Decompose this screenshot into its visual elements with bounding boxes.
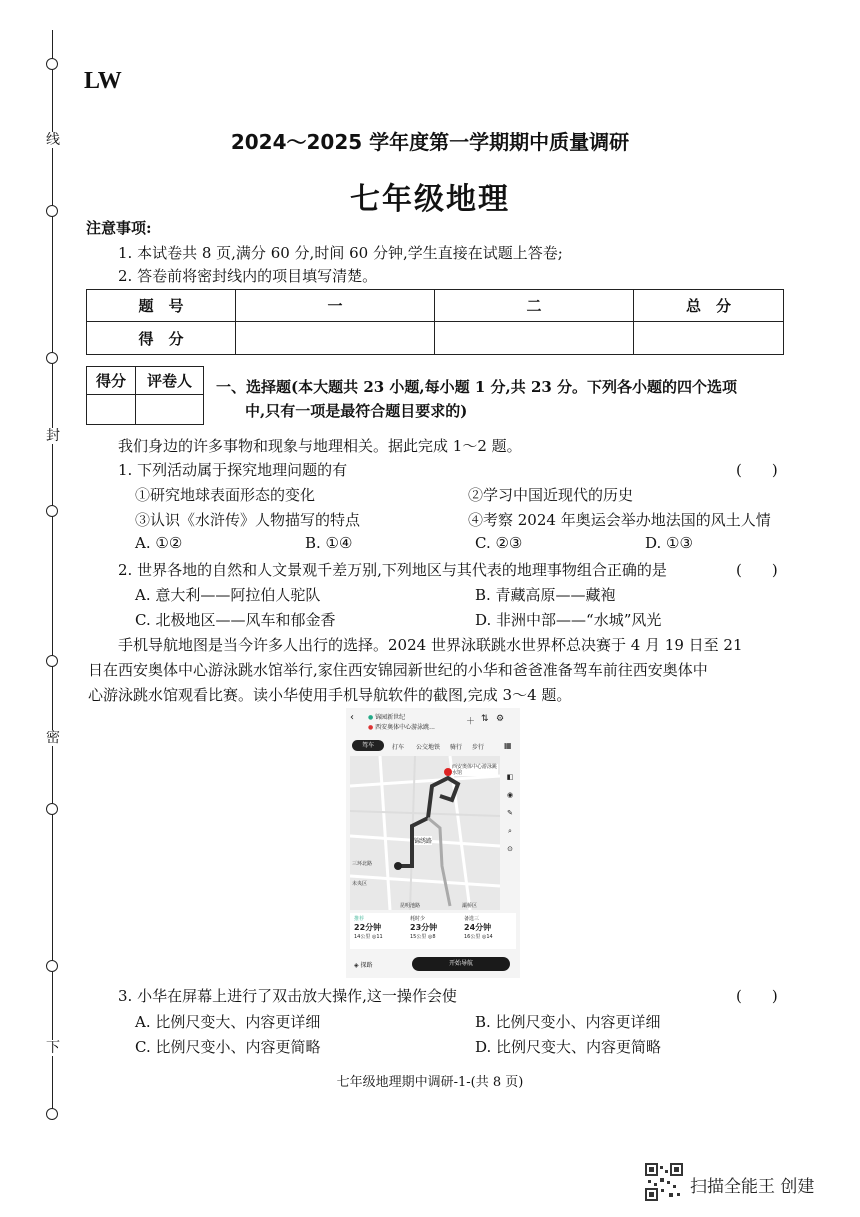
road-label: 锦绣路	[414, 838, 433, 845]
menu-icon[interactable]: ▦	[504, 741, 512, 750]
scanner-watermark: 扫描全能王 创建	[690, 1177, 815, 1197]
area-label: 灞桥区	[462, 903, 478, 909]
q1-option-a[interactable]: A. ①②	[135, 534, 183, 552]
notes-item-2: 2. 答卷前将密封线内的项目填写清楚。	[118, 267, 378, 285]
map-side-toolbar[interactable]	[504, 768, 516, 858]
q2-option-c[interactable]: C. 北极地区——风车和郁金香	[135, 611, 336, 629]
grader-score-cell[interactable]	[87, 395, 136, 425]
grader-box	[86, 366, 204, 425]
search-icon[interactable]: ⌕	[508, 827, 512, 835]
nav-screenshot	[346, 708, 520, 978]
score-cell[interactable]	[435, 322, 634, 355]
q2-option-d[interactable]: D. 非洲中部——“水城”风光	[475, 611, 662, 629]
q1-statement-4: ④考察 2024 年奥运会举办地法国的风土人情	[468, 511, 771, 529]
q3-option-b[interactable]: B. 比例尺变小、内容更详细	[475, 1013, 661, 1031]
binding-char-xia: 下	[46, 1040, 60, 1056]
intro-2-line2: 日在西安奥体中心游泳跳水馆举行,家住西安锦园新世纪的小华和爸爸准备驾车前往西安奥体中	[88, 661, 708, 679]
q3-stem: 3. 小华在屏幕上进行了双击放大操作,这一操作会使	[118, 987, 457, 1005]
tab-drive[interactable]: 驾车	[352, 740, 384, 751]
route-map	[350, 756, 500, 910]
start-navigation-button[interactable]: 开始导航	[412, 957, 510, 971]
q2-option-a[interactable]: A. 意大利——阿拉伯人驼队	[135, 586, 321, 604]
map-area[interactable]	[350, 756, 500, 910]
score-table-header: 题 号	[87, 290, 236, 322]
route-option[interactable]: 耗时少 23分钟 15公里 ◎8	[410, 916, 438, 940]
intro-2-line3: 心游泳跳水馆观看比赛。读小华使用手机导航软件的截图,完成 3～4 题。	[88, 686, 572, 704]
locate-icon[interactable]: ⊙	[507, 845, 513, 853]
dest-label: 西安奥体中心游泳跳水馆	[452, 764, 498, 776]
notes-heading: 注意事项:	[86, 219, 152, 237]
binding-char-feng: 封	[46, 428, 60, 444]
intro-2-line1: 手机导航地图是当今许多人出行的选择。2024 世界泳联跳水世界杯总决赛于 4 月 19 日至 21	[118, 636, 743, 654]
binding-circle	[46, 1108, 58, 1120]
q1-statement-3: ③认识《水浒传》人物描写的特点	[135, 511, 361, 529]
binding-char-mi: 密	[46, 730, 60, 746]
q1-stem: 1. 下列活动属于探究地理问题的有	[118, 461, 348, 479]
score-cell[interactable]	[236, 322, 435, 355]
score-table-header: 一	[236, 290, 435, 322]
area-label: 三环北路	[352, 861, 373, 867]
q3-option-c[interactable]: C. 比例尺变小、内容更简略	[135, 1038, 321, 1056]
score-table	[86, 289, 784, 355]
binding-circle	[46, 58, 58, 70]
tab-cycle[interactable]: 骑行	[450, 744, 463, 751]
binding-circle	[46, 803, 58, 815]
q1-option-c[interactable]: C. ②③	[475, 534, 523, 552]
score-table-header: 总 分	[634, 290, 784, 322]
back-icon[interactable]: ‹	[350, 712, 354, 723]
page-footer: 七年级地理期中调研-1-(共 8 页)	[336, 1075, 524, 1090]
binding-circle	[46, 655, 58, 667]
tab-transit[interactable]: 公交地铁	[416, 744, 441, 751]
q1-statement-1: ①研究地球表面形态的变化	[135, 486, 316, 504]
settings-icon[interactable]: ⚙	[496, 714, 505, 724]
tab-taxi[interactable]: 打车	[392, 744, 405, 751]
nav-origin[interactable]: ● 锦园新世纪	[368, 714, 406, 721]
exam-title: 2024～2025 学年度第一学期期中质量调研	[230, 130, 630, 154]
binding-circle	[46, 352, 58, 364]
grader-name-label: 评卷人	[136, 367, 204, 395]
subject-title: 七年级地理	[350, 182, 510, 217]
nav-destination[interactable]: ● 西安奥体中心游泳跳...	[368, 724, 435, 731]
q2-stem: 2. 世界各地的自然和人文景观千差万别,下列地区与其代表的地理事物组合正确的是	[118, 561, 667, 579]
q3-option-d[interactable]: D. 比例尺变大、内容更简略	[475, 1038, 662, 1056]
binding-circle	[46, 960, 58, 972]
section1-title-line2: 中,只有一项是最符合题目要求的)	[245, 402, 468, 420]
score-table-header: 二	[435, 290, 634, 322]
explore-icon: ◈	[354, 962, 359, 969]
add-waypoint-icon[interactable]: ＋	[466, 717, 476, 727]
paper-code: LW	[84, 68, 122, 94]
score-table-label: 得 分	[87, 322, 236, 355]
q2-option-b[interactable]: B. 青藏高原——藏袍	[475, 586, 616, 604]
swap-icon[interactable]: ⇅	[481, 714, 489, 724]
q1-statement-2: ②学习中国近现代的历史	[468, 486, 634, 504]
route-option[interactable]: 推荐 22分钟 14公里 ◎11	[354, 916, 383, 940]
layers-icon[interactable]: ◧	[506, 773, 514, 781]
route-option[interactable]: 备选三 24分钟 16公里 ◎14	[464, 916, 493, 940]
tab-walk[interactable]: 步行	[472, 744, 485, 751]
traffic-icon[interactable]: ◉	[506, 791, 514, 799]
intro-1: 我们身边的许多事物和现象与地理相关。据此完成 1～2 题。	[118, 437, 522, 455]
q1-option-b[interactable]: B. ①④	[305, 534, 353, 552]
report-icon[interactable]: ✎	[507, 809, 513, 817]
section1-title-line1: 一、选择题(本大题共 23 小题,每小题 1 分,共 23 分。下列各小题的四个选项	[216, 378, 738, 396]
q1-option-d[interactable]: D. ①③	[645, 534, 693, 552]
binding-char-xian: 线	[46, 132, 60, 148]
q1-answer-bracket[interactable]: ( )	[736, 461, 778, 479]
grader-name-cell[interactable]	[136, 395, 204, 425]
q3-answer-bracket[interactable]: ( )	[736, 987, 778, 1005]
notes-item-1: 1. 本试卷共 8 页,满分 60 分,时间 60 分钟,学生直接在试题上答卷;	[118, 244, 563, 262]
qr-code-icon	[645, 1163, 683, 1201]
score-cell[interactable]	[634, 322, 784, 355]
q3-option-a[interactable]: A. 比例尺变大、内容更详细	[135, 1013, 321, 1031]
binding-circle	[46, 505, 58, 517]
area-label: 未央区	[352, 881, 368, 887]
grader-score-label: 得分	[87, 367, 136, 395]
route-options	[350, 913, 516, 949]
area-label: 昆明池路	[400, 903, 421, 909]
explore-button[interactable]: ◈ 探路	[354, 962, 373, 969]
q2-answer-bracket[interactable]: ( )	[736, 561, 778, 579]
